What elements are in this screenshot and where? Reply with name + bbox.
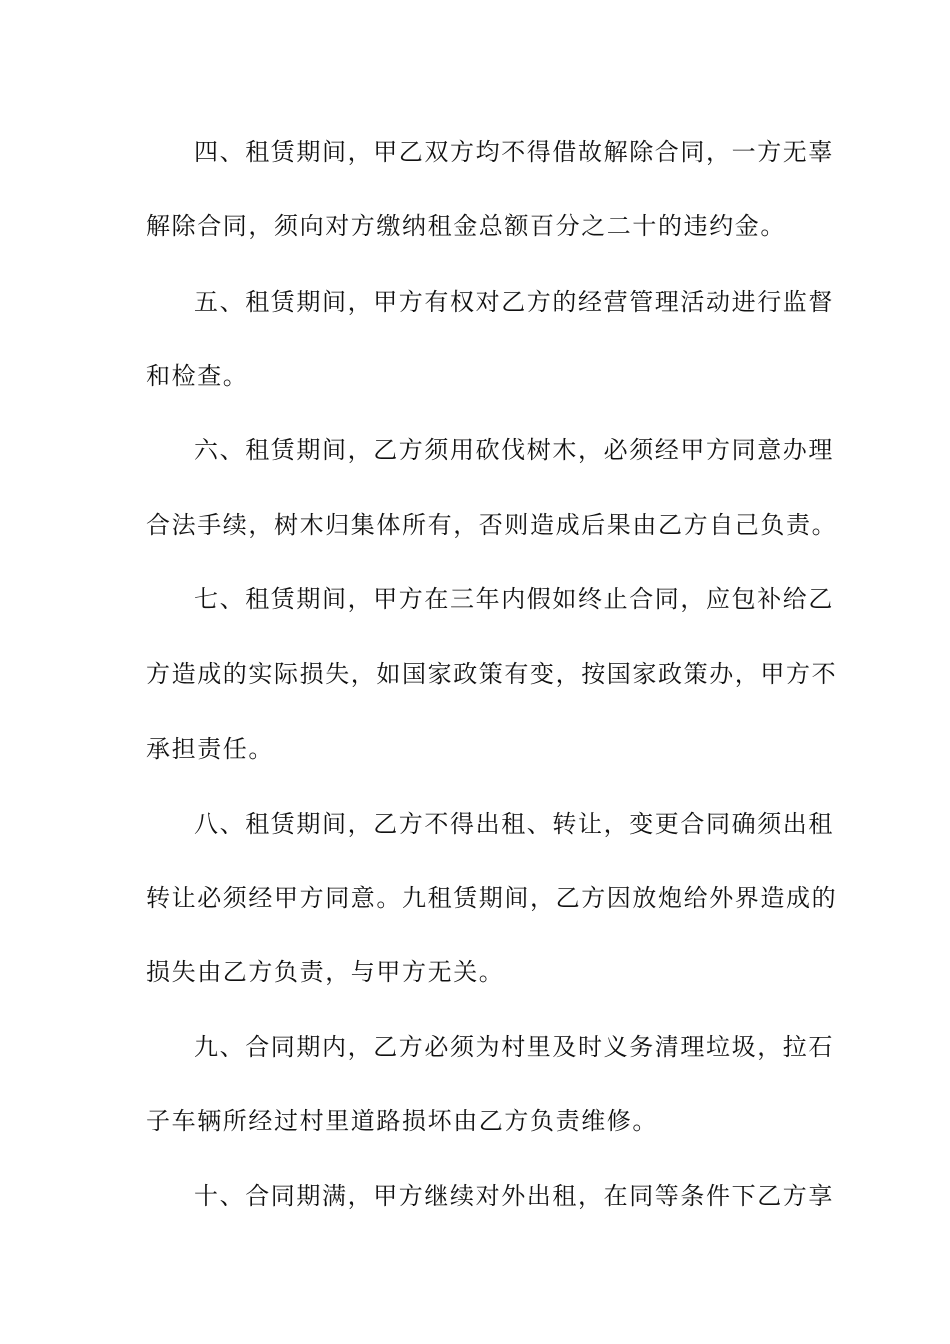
clause-4-line-2: 解除合同，须向对方缴纳租金总额百分之二十的违约金。 <box>146 212 786 240</box>
clause-7-line-1: 七、租赁期间，甲方在三年内假如终止合同，应包补给乙 <box>194 585 834 613</box>
clause-9-line-1: 九、合同期内，乙方必须为村里及时义务清理垃圾，拉石 <box>194 1033 834 1061</box>
clause-6-line-2: 合法手续，树木归集体所有，否则造成后果由乙方自己负责。 <box>146 511 838 539</box>
clause-5-line-1: 五、租赁期间，甲方有权对乙方的经营管理活动进行监督 <box>194 288 834 316</box>
clause-6-line-1: 六、租赁期间，乙方须用砍伐树木，必须经甲方同意办理 <box>194 436 834 464</box>
clause-7-line-3: 承担责任。 <box>146 735 274 763</box>
clause-5-line-2: 和检查。 <box>146 362 249 390</box>
clause-7-line-2: 方造成的实际损失，如国家政策有变，按国家政策办，甲方不 <box>146 660 838 688</box>
clause-8-line-3: 损失由乙方负责，与甲方无关。 <box>146 958 505 986</box>
clause-10-line-1: 十、合同期满，甲方继续对外出租，在同等条件下乙方享 <box>194 1182 834 1210</box>
clause-8-line-1: 八、租赁期间，乙方不得出租、转让，变更合同确须出租 <box>194 810 834 838</box>
clause-8-line-2: 转让必须经甲方同意。九租赁期间，乙方因放炮给外界造成的 <box>146 884 838 912</box>
clause-9-line-2: 子车辆所经过村里道路损坏由乙方负责维修。 <box>146 1107 658 1135</box>
clause-4-line-1: 四、租赁期间，甲乙双方均不得借故解除合同，一方无辜 <box>194 138 834 166</box>
